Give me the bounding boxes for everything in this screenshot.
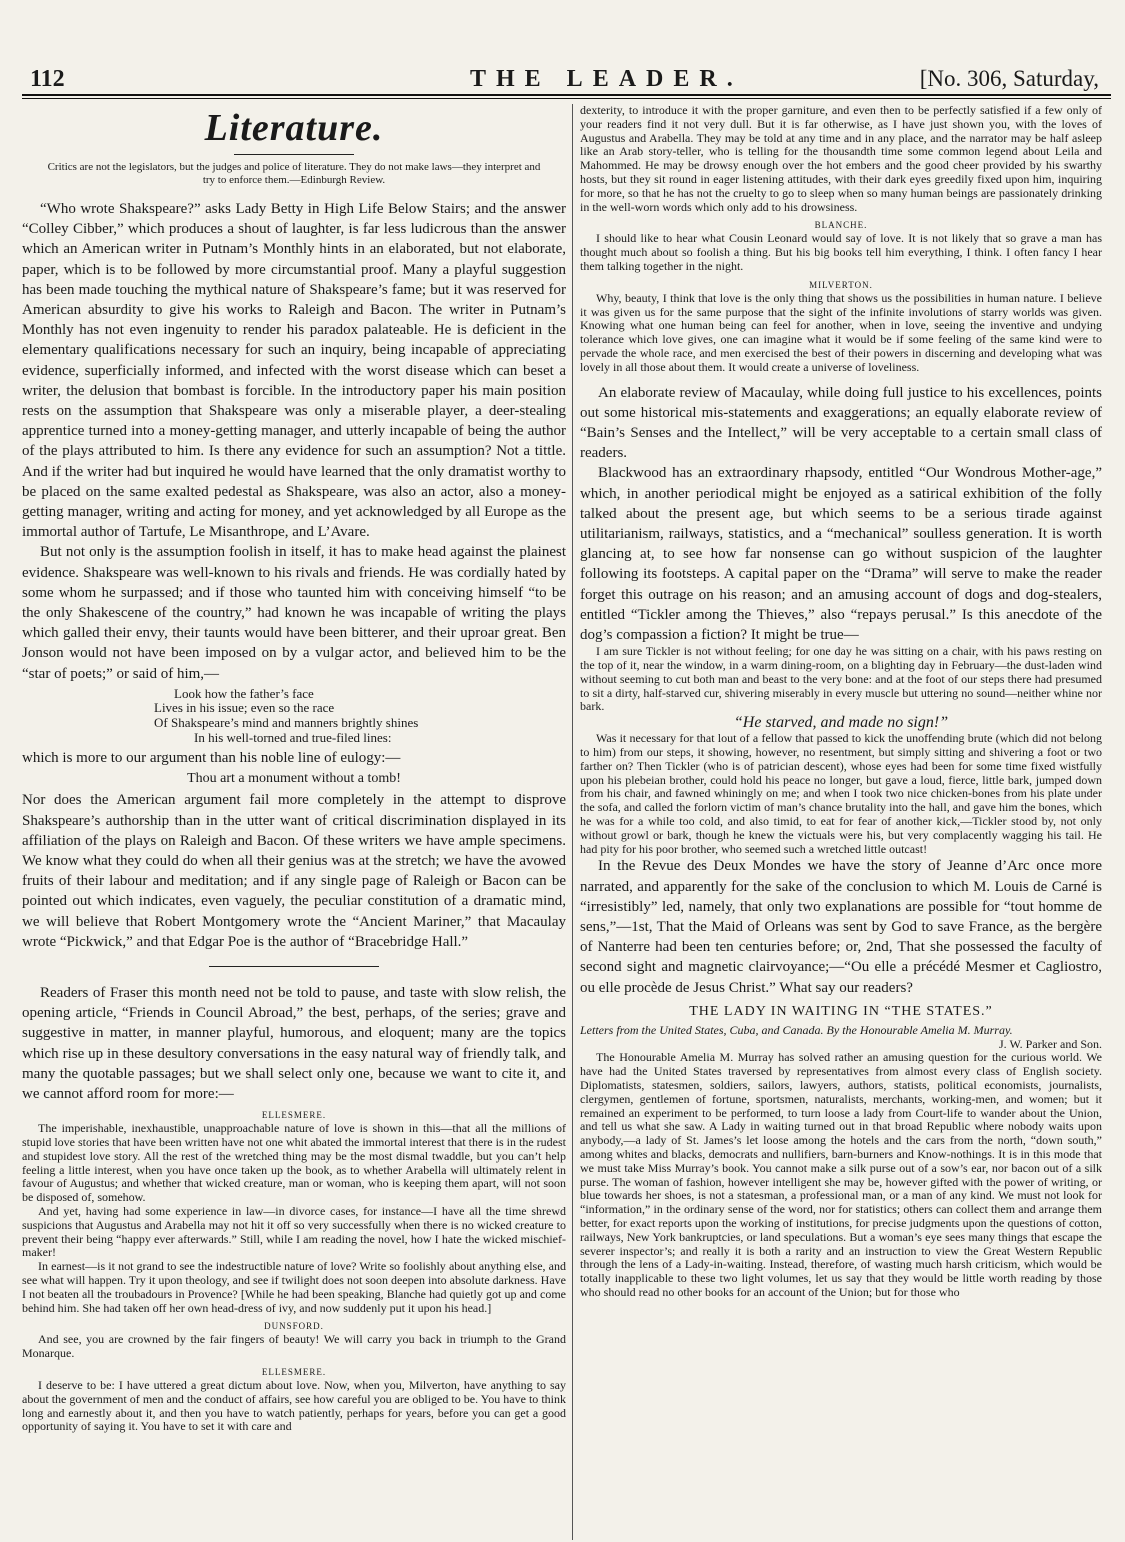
dialogue-paragraph: I should like to hear what Cousin Leonard would say of love. It is not likely that so grave a man has thought much about so foolish a thing. But his big books tell him everything, I think. I often fancy I hear them talking together in the night.: [580, 231, 1102, 273]
issue-line: [No. 306, Saturday,: [919, 66, 1099, 91]
paragraph: Blackwood has an extraordinary rhapsody, entitled “Our Wondrous Mother-age,” which, in another periodical might be enjoyed as a satirical exhibition of the folly talked about the present age, but which seems to be a serious tirade against utilitarianism, railways, statistics, and a “mechanical” soulless generation. It is worth glancing at, to see how far nonsense can go without suspicion of the laughter following its footsteps. A capital paper on the “Drama” will serve to make the reader forget this outrage on his reason; and an amusing account of dogs and dog-stealers, entitled “Tickler among the Thieves,” also “repays perusal.” Is this anecdote of the dog’s compassion a fiction? It might be true—: [580, 465, 1102, 643]
verse-line: Of Shakspeare’s mind and manners brightly shines: [154, 715, 419, 731]
right-column: [580, 104, 1102, 1540]
verse-line: In his well-torned and true-filed lines:: [194, 729, 392, 745]
column-divider: [572, 104, 573, 1540]
dialogue-paragraph: I deserve to be: I have uttered a great dictum about love. Now, when you, Milverton, have anything to say about the government of men and the conduct of affairs, see how careful you are obliged to be. You have to think long and earnestly about it, and then you have to watch patiently, perhaps for years, before you can get a good opportunity of saying it. You have to set it with care and: [22, 1378, 566, 1434]
speaker-label: DUNSFORD.: [264, 1321, 324, 1332]
left-column: [22, 104, 566, 1540]
speaker-label: ELLESMERE.: [261, 1110, 327, 1121]
publisher: J. W. Parker and Son.: [999, 1036, 1102, 1051]
bibliographic-line: [580, 1024, 1102, 1038]
newspaper-title: THE LEADER.: [470, 66, 743, 92]
paragraph: Nor does the American argument fail more completely in the attempt to disprove Shakspeare’s authorship than in the utter want of critical discrimination displayed in its affiliation of the plays on Raleigh and Bacon. Of these writers we have ample specimens. We know what they could do when all their genius was at the stretch; we have the avowed fruits of their labour and meditation; and if any single page of Raleigh or Bacon can be pointed out which indicates, even vaguely, the peculiar constitution of a dramatic mind, we will believe that Robert Montgomery wrote the “Ancient Mariner,” that Macaulay wrote “Pickwick,” and that Edgar Poe is the author of “Bracebridge Hall.”: [22, 792, 566, 950]
dialogue-paragraph: dexterity, to introduce it with the proper garniture, and even then to be perfectly satisfied if a few only of your readers find it not very dull. But it is far otherwise, as I have just shown you, with the loves of Augustus and Arabella. They may be told at any time and in any place, and the narrator may be half asleep like an Arab story-teller, who is telling for the thousandth time some common legend about Leila and Mahommed. He may be drowsy enough over the hot embers and the good cheer provided by his swarthy hosts, but they sit round in eager listening attitudes, with their dark eyes greedily fixed upon him, inquiring for more, so that he has not the cruelty to go to sleep when so many human beings are passionately drinking in the well-worn words which only add to his drowsiness.: [580, 104, 1102, 214]
dialogue-paragraph: In earnest—is it not grand to see the indestructible nature of love? Write so foolishly about anything else, and see what will happen. Try it upon theology, and see if twilight does not soon deepen into absolute darkness. Have I not beaten all the troubadours in Provence? [While he had been speaking, Blanche had quietly got up and come behind him. She had taken off her own head-dress of ivy, and now suddenly put it upon his head.]: [22, 1259, 566, 1315]
verse-quote-2: Thou art a monument without a tomb!: [187, 771, 401, 787]
dialogue-paragraph: And see, you are crowned by the fair fingers of beauty! We will carry you back in triumph to the Grand Monarque.: [22, 1332, 566, 1361]
tickler-extract: [580, 645, 1102, 856]
epigraph: Critics are not the legislators, but the judges and police of literature. They do not make laws—they interpret and try to enforce them.—Edinburgh Review.: [47, 161, 541, 186]
section-rule: [209, 966, 379, 967]
speaker-label: ELLESMERE.: [261, 1367, 327, 1378]
review-title: THE LADY IN WAITING IN “THE STATES.”: [689, 1003, 993, 1019]
paragraph: The Honourable Amelia M. Murray has solved rather an amusing question for the curious world. We have had the United States traversed by representatives from almost every class of English society. Diplomatists, statesmen, soldiers, sailors, lawyers, authors, statists, political economists, journalists, clergymen, gentlemen of fortune, sportsmen, naturalists, merchants, working-men, and women; but it remained an experiment to be performed, to turn loose a lady from Court-life to wander about the Union, and tell us what she saw. A Lady in waiting turned out in that broad Republic where nobody waits upon anybody,—a lady of St. James’s let loose among the hotels and the cars from the north, “down south,” among whites and blacks, democrats and nullifiers, barn-burners and Know-nothings. It is in this mode that we must take Miss Murray’s book. You cannot make a silk purse out of a sow’s ear, nor bacon out of a silk purse. The woman of fashion, however intelligent she may be, however gifted with the power of writing, or blue towards her shoes, is not a statesman, a professional man, or a man of any kind. We must not look for “information,” in the ordinary sense of the word, nor for statistics; others can collect them and arrange them better, for exact reports upon the working of institutions, for precise judgments upon the questions of cotton, railways, New York bankruptcies, or land speculations. But a woman’s eye sees many things that escape the severer inspector’s; and really it is both a rarity and an instruction to view the Great Western Republic through the lens of a Lady-in-waiting. Instead, therefore, of wasting much harsh criticism, which would be totally inapplicable to these two light volumes, let us say that they would be little worth reading by those who should read no other books for an account of the Union; but for those who: [580, 1050, 1102, 1299]
header-rule: [22, 98, 1111, 99]
shakspeare-article: [22, 199, 566, 684]
dialogue-extract-continued: [580, 104, 1102, 375]
quote-paragraph: I am sure Tickler is not without feeling; for one day he was sitting on a chair, with his paws resting on the top of it, near the window, in a warm dining-room, on a blighting day in February—the dust-laden wind without seeming to cut both man and beast to the very bone: and at the foot of our steps there had presumed to sit a dirty, half-starved cur, shivering miserably in every muscle but uttering no sound—neither whine nor bark.: [580, 644, 1102, 714]
book-title: Letters from the United States, Cuba, and Canada. By the Honourable Amelia M. Murray.: [580, 1022, 1013, 1037]
dialogue-paragraph: The imperishable, inexhaustible, unapproachable nature of love is shown in this—that all the millions of stupid love stories that have been written have not one whit abated the immortal interest that there is in the rudest and stupidest love story. All the rest of the wretched thing may be the most dismal twaddle, but you can’t help feeling a little interest, when you have once taken up the book, as to whether Arabella will ultimately relent in favour of Augustus; and whether that wicked creature, man or woman, who is keeping them apart, will not soon be disposed of, somehow.: [22, 1121, 566, 1205]
dialogue-extract: [22, 1110, 566, 1434]
verse-quote: [154, 687, 566, 745]
heading-rule: [234, 154, 354, 155]
paragraph: which is more to our argument than his noble line of eulogy:—: [22, 750, 401, 767]
masthead: [22, 66, 1111, 96]
page-number: 112: [30, 66, 65, 92]
quote-line: “He starved, and made no sign!”: [733, 714, 949, 732]
section-heading: Literature.: [204, 107, 384, 149]
paragraph: Readers of Fraser this month need not be told to pause, and taste with slow relish, the opening article, “Friends in Council Abroad,” the best, perhaps, of the series; grave and suggestive in matter, in manner playful, humorous, and eloquent; many are the topics which rise up in these desultory conversations in the easy natural way of friendly talk, and many the quotable passages; but we shall select only one, because we want to cite it, and we cannot afford room for more:—: [22, 985, 566, 1103]
dialogue-paragraph: And yet, having had some experience in law—in divorce cases, for instance—I have all the time shrewd suspicions that Augustus and Arabella may not hit it off so very successfully when there is no wicked creature to prevent their being “happy ever afterwards.” Still, while I am reading the novel, how I hate the wicked mischief-maker!: [22, 1204, 566, 1260]
murray-review: [580, 1051, 1102, 1299]
quote-paragraph: Was it necessary for that lout of a fellow that passed to kick the unoffending brute (which did not belong to him) from our steps, it showing, however, no resentment, but simply sitting and shivering a foot or two farther on? Then Tickler (who is of patrician descent), whose eyes had been for some time fixed wistfully upon his plebeian brother, could hold his peace no longer, but gave a loud, fierce, little bark, jumped down from his chair, and fawned whiningly on me; and when I took two nice chicken-bones from his plate under the sofa, and called the forlorn victim of man’s chance brutality into the hall, and gave him the bones, which he was for a while too cold, and also timid, to eat for fear of another kick,—Tickler stood by, not only without growl or bark, though he knew the victuals were his, but very complacently wagging his tail. He had pity for his poor brother, who seemed such a wretched little outcast!: [580, 731, 1102, 856]
dialogue-paragraph: Why, beauty, I think that love is the only thing that shows us the possibilities in human nature. I believe it was given us for the same purpose that the sight of the infinite involutions of starry worlds was given. Knowing what one human being can feel for another, when in love, seeing the inventive and undying tolerance which love gives, one can imagine what it would be if some feeling of the same kind were to pervade the whole race, and men exercised the best of their powers in discerning and developing what was lovely in all those about them. It would create a universe of loveliness.: [580, 290, 1102, 374]
verse-line: Look how the father’s face: [174, 685, 314, 701]
verse-line: Lives in his issue; even so the race: [154, 700, 335, 716]
paragraph: An elaborate review of Macaulay, while doing full justice to his excellences, points out some historical mis-statements and exaggerations; an equally elaborate review of “Bain’s Senses and the Intellect,” will be very acceptable to a certain small class of readers.: [580, 384, 1102, 462]
paragraph: In the Revue des Deux Mondes we have the story of Jeanne d’Arc once more narrated, and apparently for the sake of the conclusion to which M. Louis de Carné is “irresistibly” led, namely, that only two explanations are possible for “tout homme de sens,”—1st, That the Maid of Orleans was sent by God to save France, as the bergère of Nanterre had been ten centuries before; or, 2nd, That she possessed the faculty of second sight and magnetic clairvoyance;—“Ou elle a précédé Mesmer et Cagliostro, ou elle procède de Jesus Christ.” What say our readers?: [580, 858, 1102, 996]
speaker-label: BLANCHE.: [814, 220, 868, 231]
paragraph: But not only is the assumption foolish in itself, it has to make head against the plainest evidence. Shakspeare was well-known to his rivals and friends. He was cordially hated by some whom he surpassed; and if those who taunted him with conceiving himself “to be the only Shakescene of the country,” had known he was incapable of writing the plays which galled their envy, their taunts would have been bitterer, and their uproar great. Ben Jonson would not have been imposed on by a vulgar actor, and believed him to be the “star of poets;” or said of him,—: [22, 544, 566, 682]
paragraph: “Who wrote Shakspeare?” asks Lady Betty in High Life Below Stairs; and the answer “Colley Cibber,” which produces a shout of laughter, is far less ludicrous than the answer which an American writer in Putnam’s Monthly hints in an elaborated, but not elaborate, paper, which is to be followed by more circumstantial proof. Many a playful suggestion has been made touching the mythical nature of Shakspeare’s fame; but it was reserved for American absurdity to give his works to Raleigh and Bacon. The writer in Putnam’s Monthly has not even ingenuity to render his paradox palateable. He is deficient in the elementary qualifications necessary for such an inquiry, being incapable of appreciating evidence, superficially informed, and infected with the worst disease which can beset a writer, the delusion that bombast is forcible. In the introductory paper his main position rests on the assumption that Shakspeare was only a miserable player, a deer-stealing apprentice turned into a money-getting manager, and utterly incapable of being the author of the plays attributed to him. Is there any evidence for such an assumption? Not a tittle. And if the writer had but inquired he would have learned that the only dramatist worthy to be placed on the same exalted pedestal as Shakspeare, was also an actor, also a money-getting manager, writing and acting for money, and yet acknowledged by all Europe as the immortal author of Tartufe, Le Misanthrope, and L’Avare.: [22, 201, 566, 541]
periodicals-review: [580, 383, 1102, 646]
speaker-label: MILVERTON.: [809, 279, 873, 290]
